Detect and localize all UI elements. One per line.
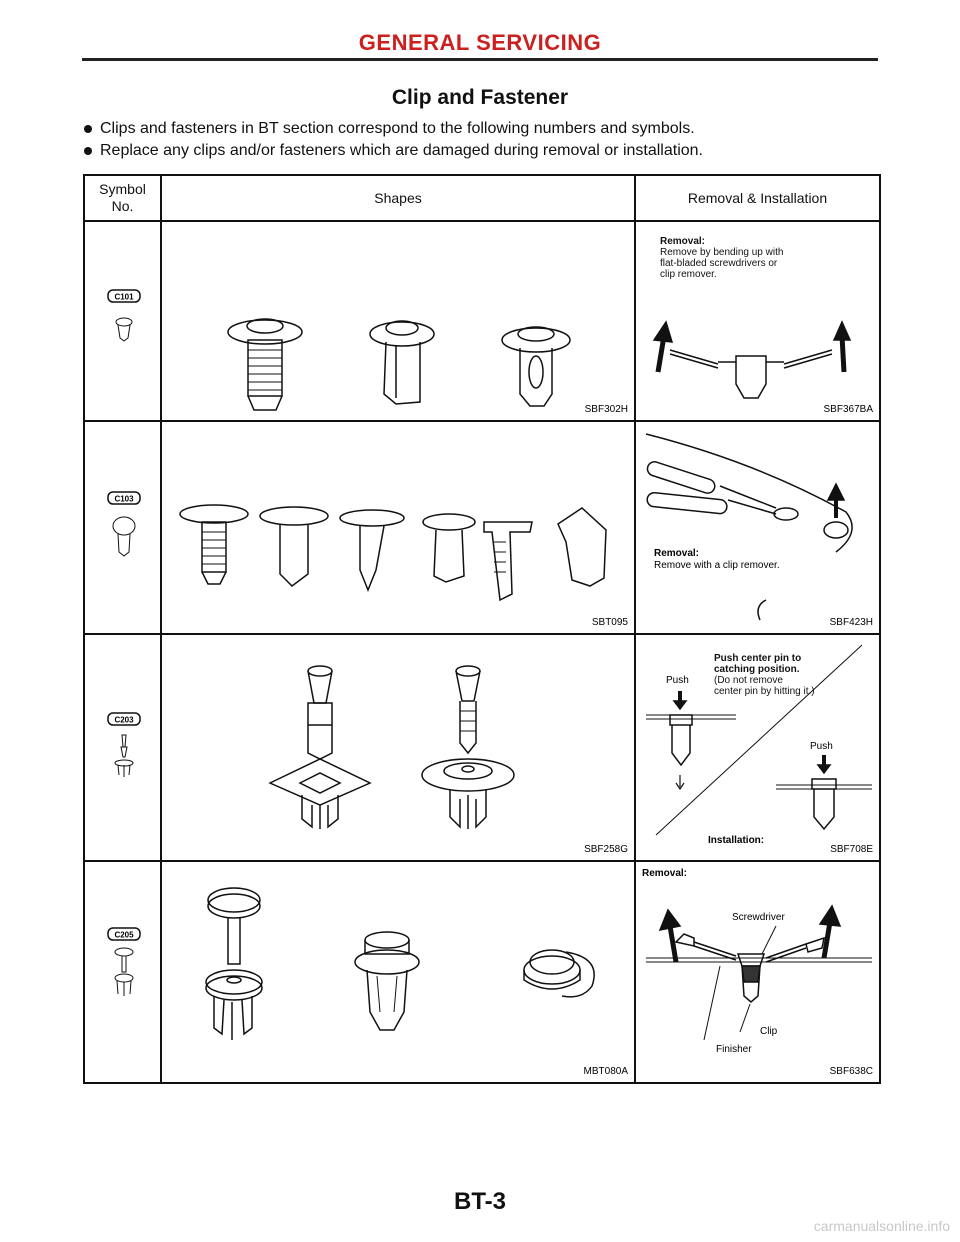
header-symbol: Symbol No. [84, 175, 161, 221]
header-divider [82, 58, 878, 61]
shapes-cell [161, 421, 635, 634]
clip-c101-shapes-illustration [162, 222, 632, 418]
symbol-c103-icon [85, 422, 158, 631]
clip-c205-removal-illustration [636, 862, 877, 1080]
symbol-cell [84, 221, 161, 421]
shapes-cell [161, 861, 635, 1083]
removal-cell [635, 421, 880, 634]
install-note-text: (Do not remove center pin by hitting it.) [714, 675, 815, 697]
screwdriver-label: Screwdriver [732, 912, 785, 923]
removal-title: Removal: [660, 236, 706, 247]
page-title: Clip and Fastener [391, 86, 569, 109]
removal-code: SBF423H [829, 617, 873, 628]
push-label: Push [810, 741, 833, 752]
shape-code: MBT080A [583, 1066, 628, 1077]
removal-title: Removal: [654, 548, 700, 559]
clip-c205-shapes-illustration [162, 862, 632, 1080]
clip-fastener-table [83, 174, 881, 1084]
bullet-item [84, 118, 884, 140]
shape-code: SBT095 [591, 617, 628, 628]
symbol-label: C203 [114, 715, 134, 725]
removal-title: Removal: [642, 868, 688, 879]
symbol-c205-icon [85, 862, 158, 1080]
symbol-c101-icon [85, 222, 158, 418]
table-row [84, 421, 880, 634]
installation-label: Installation: [708, 835, 765, 846]
table-row [84, 861, 880, 1083]
symbol-label: C103 [114, 494, 134, 504]
removal-text: Remove by bending up with flat-bladed screwdrivers or clip remover. [660, 247, 784, 280]
section-title: GENERAL SERVICING [358, 30, 602, 55]
symbol-label: C205 [114, 930, 134, 940]
removal-text: Remove with a clip remover. [654, 560, 780, 571]
removal-cell [635, 634, 880, 861]
clip-c101-removal-illustration [636, 222, 877, 418]
bullet-text: Clips and fasteners in BT section correspond to the following numbers and symbols. [100, 120, 695, 137]
table-header-row [84, 175, 880, 221]
symbol-cell [84, 634, 161, 861]
intro-bullets [84, 118, 884, 162]
shapes-cell [161, 634, 635, 861]
removal-code: SBF367BA [823, 404, 873, 415]
header-shapes: Shapes [161, 175, 635, 221]
install-note-bold: Push center pin to catching position. [714, 653, 802, 675]
symbol-cell [84, 421, 161, 634]
removal-cell [635, 861, 880, 1083]
table-row [84, 634, 880, 861]
shape-code: SBF258G [584, 844, 628, 855]
push-label: Push [666, 675, 689, 686]
clip-c103-removal-illustration [636, 422, 877, 631]
watermark[interactable]: carmanualsonline.info [813, 1218, 950, 1234]
clip-c203-installation-illustration [636, 635, 877, 858]
bullet-dot-icon [84, 147, 92, 155]
bullet-item [84, 140, 884, 162]
finisher-label: Finisher [716, 1044, 752, 1055]
clip-c103-shapes-illustration [162, 422, 632, 631]
header-removal: Removal & Installation [635, 175, 880, 221]
removal-cell [635, 221, 880, 421]
symbol-cell [84, 861, 161, 1083]
removal-code: SBF638C [829, 1066, 873, 1077]
shapes-cell [161, 221, 635, 421]
clip-c203-shapes-illustration [162, 635, 632, 858]
bullet-dot-icon [84, 125, 92, 133]
table-row [84, 221, 880, 421]
bullet-text: Replace any clips and/or fasteners which are damaged during removal or installation. [100, 142, 703, 159]
clip-label: Clip [760, 1026, 778, 1037]
page-number: BT-3 [453, 1188, 506, 1215]
symbol-label: C101 [114, 292, 134, 302]
symbol-c203-icon [85, 635, 158, 858]
removal-code: SBF708E [830, 844, 873, 855]
shape-code: SBF302H [584, 404, 628, 415]
